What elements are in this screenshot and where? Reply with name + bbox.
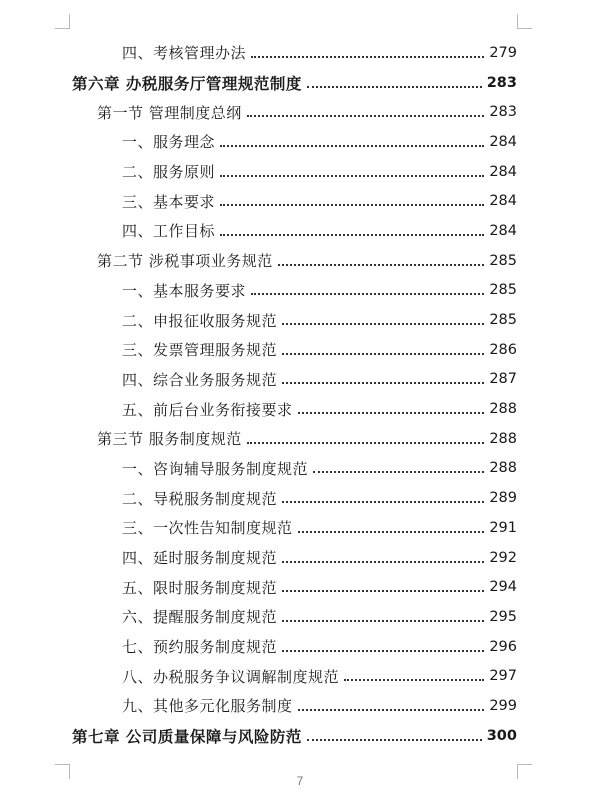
toc-entry-title: 八、办税服务争议调解制度规范: [122, 667, 340, 686]
toc-entry-page: 297: [489, 668, 517, 685]
dot-leader: [282, 620, 484, 622]
toc-entry-title: 一、服务理念: [122, 133, 216, 152]
toc-entry-page: 284: [489, 193, 517, 210]
dot-leader: [251, 56, 484, 58]
dot-leader: [282, 590, 484, 592]
toc-item-entry[interactable]: [72, 365, 517, 395]
dot-leader: [307, 86, 482, 88]
toc-item-entry[interactable]: [72, 127, 517, 157]
toc-entry-page: 294: [489, 579, 517, 596]
dot-leader: [247, 115, 485, 117]
dot-leader: [220, 204, 484, 206]
dot-leader: [220, 145, 484, 147]
dot-leader: [282, 561, 484, 563]
toc-entry-page: 289: [489, 490, 517, 507]
toc-entry-page: 299: [489, 697, 517, 714]
toc-entry-page: 288: [489, 401, 517, 418]
toc-entry-title: 三、发票管理服务规范: [122, 341, 278, 360]
toc-entry-title: 六、提醒服务制度规范: [122, 608, 278, 627]
toc-entry-title: 第七章 公司质量保障与风险防范: [72, 727, 302, 746]
toc-item-entry[interactable]: [72, 216, 517, 246]
dot-leader: [307, 739, 482, 741]
dot-leader: [282, 323, 484, 325]
toc-item-entry[interactable]: [72, 661, 517, 691]
dot-leader: [298, 709, 485, 711]
dot-leader: [220, 234, 484, 236]
toc-entry-page: 295: [489, 608, 517, 625]
toc-entry-title: 第六章 办税服务厅管理规范制度: [72, 74, 302, 93]
toc-entry-title: 四、工作目标: [122, 222, 216, 241]
toc-entry-title: 五、前后台业务衔接要求: [122, 400, 293, 419]
dot-leader: [251, 293, 484, 295]
toc-entry-title: 一、基本服务要求: [122, 281, 247, 300]
toc-item-entry[interactable]: [72, 632, 517, 662]
toc-entry-page: 285: [489, 282, 517, 299]
toc-entry-title: 一、咨询辅导服务制度规范: [122, 459, 309, 478]
toc-entry-page: 279: [489, 44, 517, 61]
toc-item-entry[interactable]: [72, 691, 517, 721]
toc-entry-title: 四、综合业务服务规范: [122, 370, 278, 389]
toc-entry-page: 300: [486, 727, 517, 744]
toc-entry-title: 三、一次性告知制度规范: [122, 519, 293, 538]
dot-leader: [282, 650, 484, 652]
toc-entry-title: 七、预约服务制度规范: [122, 638, 278, 657]
toc-item-entry[interactable]: [72, 394, 517, 424]
toc-section-entry[interactable]: [72, 246, 517, 276]
toc-entry-title: 第三节 服务制度规范: [97, 430, 242, 449]
dot-leader: [282, 501, 484, 503]
toc-entry-page: 283: [489, 104, 517, 121]
toc-section-entry[interactable]: [72, 424, 517, 454]
toc-chapter-entry[interactable]: [72, 721, 517, 751]
toc-entry-title: 二、服务原则: [122, 163, 216, 182]
crop-mark-top-right: [517, 14, 532, 29]
dot-leader: [282, 382, 484, 384]
toc-chapter-entry[interactable]: [72, 68, 517, 98]
toc-entry-page: 292: [489, 549, 517, 566]
toc-entry-title: 三、基本要求: [122, 192, 216, 211]
toc-entry-title: 第二节 涉税事项业务规范: [97, 252, 273, 271]
dot-leader: [313, 471, 484, 473]
toc-item-entry[interactable]: [72, 305, 517, 335]
toc-entry-page: 286: [489, 341, 517, 358]
toc-entry-page: 287: [489, 371, 517, 388]
toc-entry-page: 284: [489, 133, 517, 150]
toc-entry-title: 第一节 管理制度总纲: [97, 103, 242, 122]
toc-entry-title: 九、其他多元化服务制度: [122, 697, 293, 716]
toc-item-entry[interactable]: [72, 572, 517, 602]
toc-entry-page: 285: [489, 252, 517, 269]
table-of-contents: [72, 38, 517, 751]
toc-entry-page: 284: [489, 222, 517, 239]
toc-item-entry[interactable]: [72, 454, 517, 484]
dot-leader: [298, 412, 485, 414]
toc-entry-page: 296: [489, 638, 517, 655]
toc-item-entry[interactable]: [72, 157, 517, 187]
dot-leader: [278, 264, 485, 266]
dot-leader: [298, 531, 485, 533]
crop-mark-top-left: [55, 14, 70, 29]
toc-entry-title: 二、申报征收服务规范: [122, 311, 278, 330]
dot-leader: [282, 353, 484, 355]
toc-item-entry[interactable]: [72, 602, 517, 632]
toc-entry-page: 283: [486, 74, 517, 91]
toc-item-entry[interactable]: [72, 186, 517, 216]
toc-item-entry[interactable]: [72, 543, 517, 573]
dot-leader: [344, 679, 484, 681]
toc-item-entry[interactable]: [72, 483, 517, 513]
toc-item-entry[interactable]: [72, 276, 517, 306]
toc-entry-page: 288: [489, 430, 517, 447]
toc-entry-page: 288: [489, 460, 517, 477]
toc-entry-title: 四、考核管理办法: [122, 44, 247, 63]
toc-entry-page: 291: [489, 519, 517, 536]
toc-entry-page: 285: [489, 312, 517, 329]
dot-leader: [220, 175, 484, 177]
toc-item-entry[interactable]: [72, 38, 517, 68]
dot-leader: [247, 442, 485, 444]
toc-entry-title: 二、导税服务制度规范: [122, 489, 278, 508]
toc-entry-title: 五、限时服务制度规范: [122, 578, 278, 597]
page-number: 7: [296, 774, 304, 788]
toc-item-entry[interactable]: [72, 335, 517, 365]
toc-section-entry[interactable]: [72, 97, 517, 127]
toc-item-entry[interactable]: [72, 513, 517, 543]
toc-entry-title: 四、延时服务制度规范: [122, 549, 278, 568]
toc-entry-page: 284: [489, 163, 517, 180]
